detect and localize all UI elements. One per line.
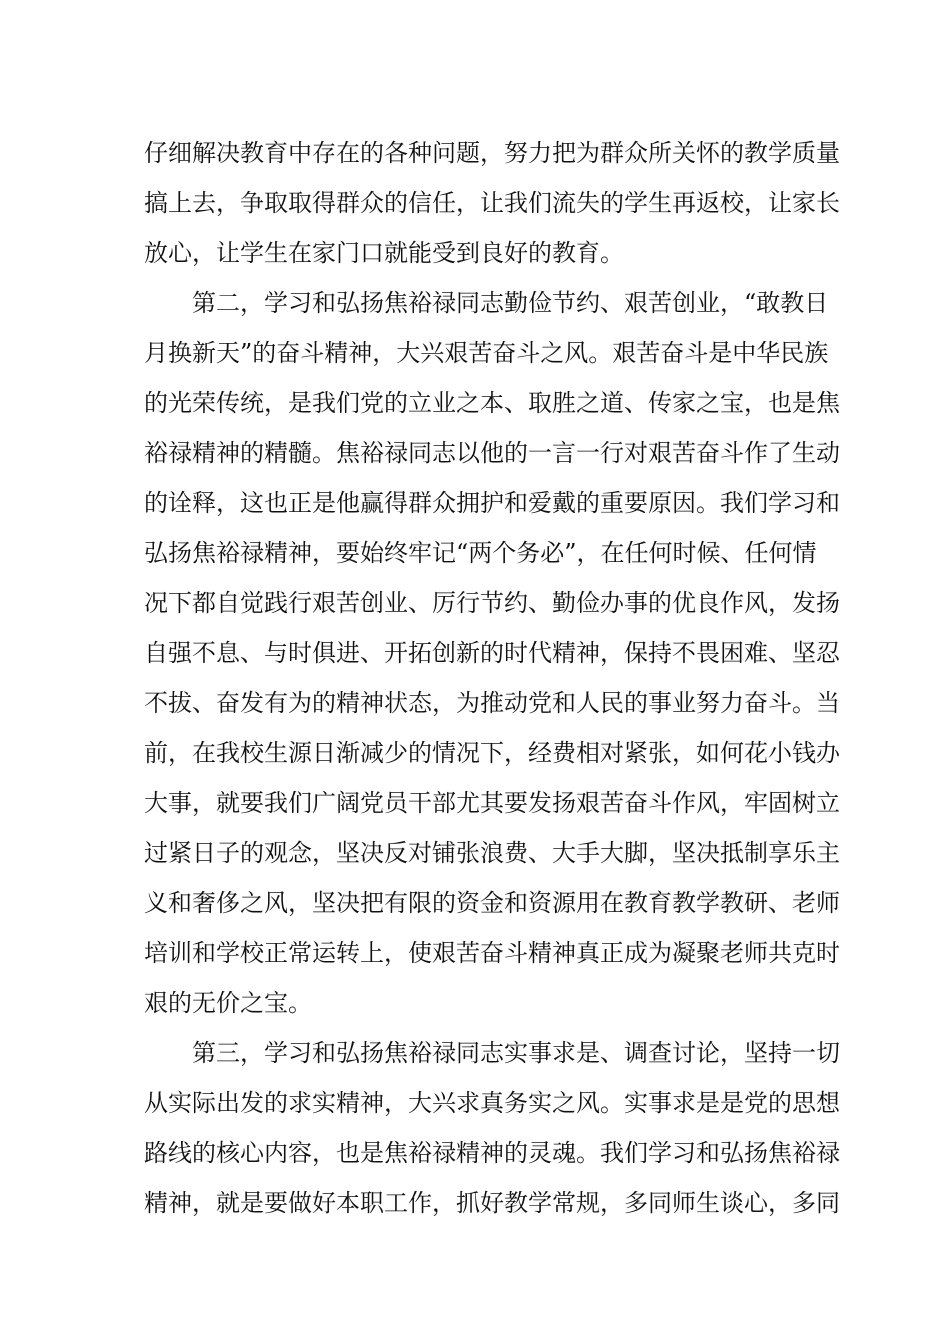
paragraph-line: 第三，学习和弘扬焦裕禄同志实事求是、调查讨论，坚持一切	[192, 1039, 840, 1067]
paragraph-line: 况下都自觉践行艰苦创业、厉行节约、勤俭办事的优良作风，发扬	[144, 589, 840, 617]
paragraph-line: 仔细解决教育中存在的各种问题，努力把为群众所关怀的教学质量	[144, 139, 840, 167]
paragraph-line: 第二，学习和弘扬焦裕禄同志勤俭节约、艰苦创业，“敢教日	[192, 289, 829, 317]
paragraph-line: 的光荣传统，是我们党的立业之本、取胜之道、传家之宝，也是焦	[144, 389, 840, 417]
paragraph-line: 前，在我校生源日渐减少的情况下，经费相对紧张，如何花小钱办	[144, 739, 840, 767]
paragraph-line: 放心，让学生在家门口就能受到良好的教育。	[144, 239, 624, 267]
paragraph-line: 大事，就要我们广阔党员干部尤其要发扬艰苦奋斗作风，牢固树立	[144, 789, 840, 817]
paragraph-line: 艰的无价之宝。	[144, 989, 312, 1017]
paragraph-line: 过紧日子的观念，坚决反对铺张浪费、大手大脚，坚决抵制享乐主	[144, 839, 840, 867]
paragraph-line: 不拔、奋发有为的精神状态，为推动党和人民的事业努力奋斗。当	[144, 689, 840, 717]
paragraph-line: 裕禄精神的精髓。焦裕禄同志以他的一言一行对艰苦奋斗作了生动	[144, 439, 840, 467]
paragraph-line: 自强不息、与时俱进、开拓创新的时代精神，保持不畏困难、坚忍	[144, 639, 840, 667]
document-body	[144, 128, 840, 1228]
paragraph-line: 精神，就是要做好本职工作，抓好教学常规，多同师生谈心，多同	[144, 1189, 840, 1217]
paragraph-line: 搞上去，争取取得群众的信任，让我们流失的学生再返校，让家长	[144, 189, 840, 217]
paragraph-line: 弘扬焦裕禄精神，要始终牢记“两个务必”，在任何时候、任何情	[144, 539, 817, 567]
paragraph-line: 的诠释，这也正是他赢得群众拥护和爱戴的重要原因。我们学习和	[144, 489, 840, 517]
paragraph-line: 培训和学校正常运转上，使艰苦奋斗精神真正成为凝聚老师共克时	[144, 939, 840, 967]
paragraph-line: 月换新天”的奋斗精神，大兴艰苦奋斗之风。艰苦奋斗是中华民族	[144, 339, 829, 367]
paragraph-line: 路线的核心内容，也是焦裕禄精神的灵魂。我们学习和弘扬焦裕禄	[144, 1139, 840, 1167]
paragraph-line: 义和奢侈之风，坚决把有限的资金和资源用在教育教学教研、老师	[144, 889, 840, 917]
paragraph-line: 从实际出发的求实精神，大兴求真务实之风。实事求是是党的思想	[144, 1089, 840, 1117]
